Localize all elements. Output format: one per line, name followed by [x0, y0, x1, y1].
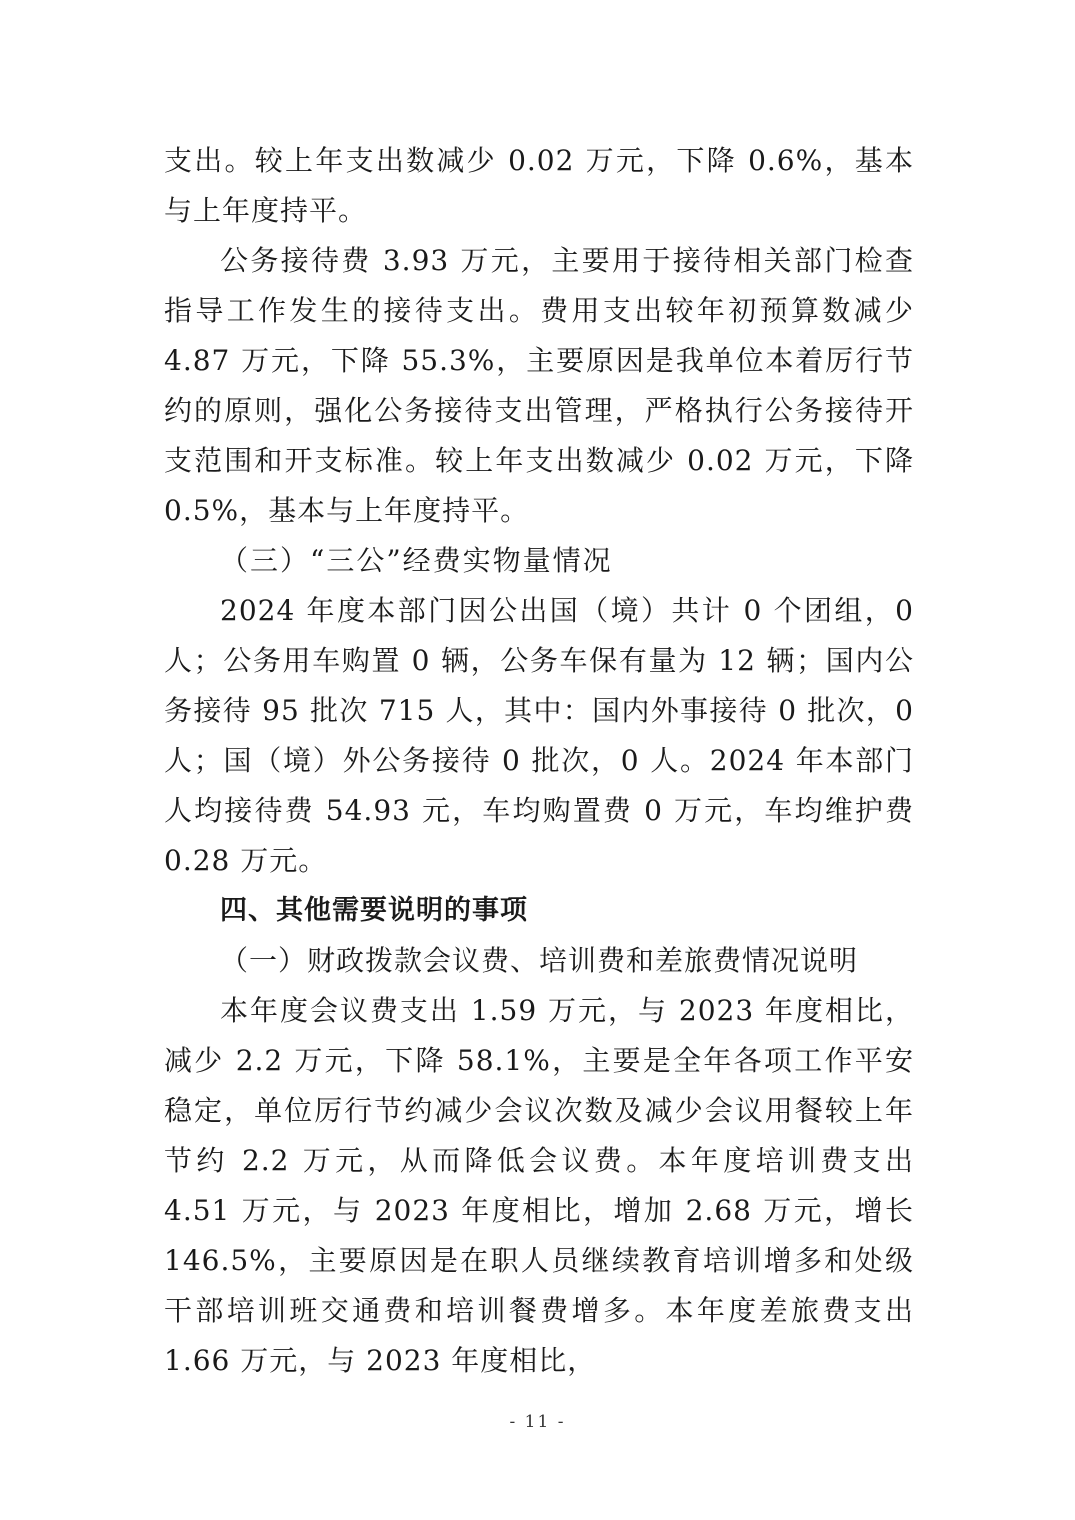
paragraph-reception-expense: 公务接待费 3.93 万元，主要用于接待相关部门检查指导工作发生的接待支出。费用支出较年初预算数减少 4.87 万元，下降 55.3%，主要原因是我单位本着厉行节约的原则，强化公务接待支出管理，严格执行公务接待开支范围和开支标准。较上年支出数减少 0.02 万元，下降 0.5%，基本与上年度持平。: [164, 244, 914, 527]
paragraph-continuation: 支出。较上年支出数减少 0.02 万元，下降 0.6%，基本与上年度持平。: [164, 144, 914, 227]
subheading-meeting-training-travel: （一）财政拨款会议费、培训费和差旅费情况说明: [220, 944, 859, 977]
paragraph-physical-quantity: 2024 年度本部门因公出国（境）共计 0 个团组，0 人；公务用车购置 0 辆，公务车保有量为 12 辆；国内公务接待 95 批次 715 人，其中：国内外事接待 0 批次，0 人；国（境）外公务接待 0 批次，0 人。2024 年本部门人均接待费 54.93 元，车均购置费 0 万元，车均维护费 0.28 万元。: [164, 594, 914, 877]
page-number: - 11 -: [509, 1412, 566, 1432]
paragraph-meeting-training-travel: 本年度会议费支出 1.59 万元，与 2023 年度相比，减少 2.2 万元，下降 58.1%，主要是全年各项工作平安稳定，单位厉行节约减少会议次数及减少会议用餐较上年节约 2.2 万元，从而降低会议费。本年度培训费支出 4.51 万元，与 2023 年度相比，增加 2.68 万元，增长 146.5%，主要原因是在职人员继续教育培训增多和处级干部培训班交通费和培训餐费增多。本年度差旅费支出 1.66 万元，与 2023 年度相比，: [164, 994, 914, 1377]
document-body: [164, 136, 914, 1386]
subheading-three-public-quantity: （三）“三公”经费实物量情况: [220, 544, 613, 577]
heading-other-matters: 四、其他需要说明的事项: [220, 895, 528, 926]
